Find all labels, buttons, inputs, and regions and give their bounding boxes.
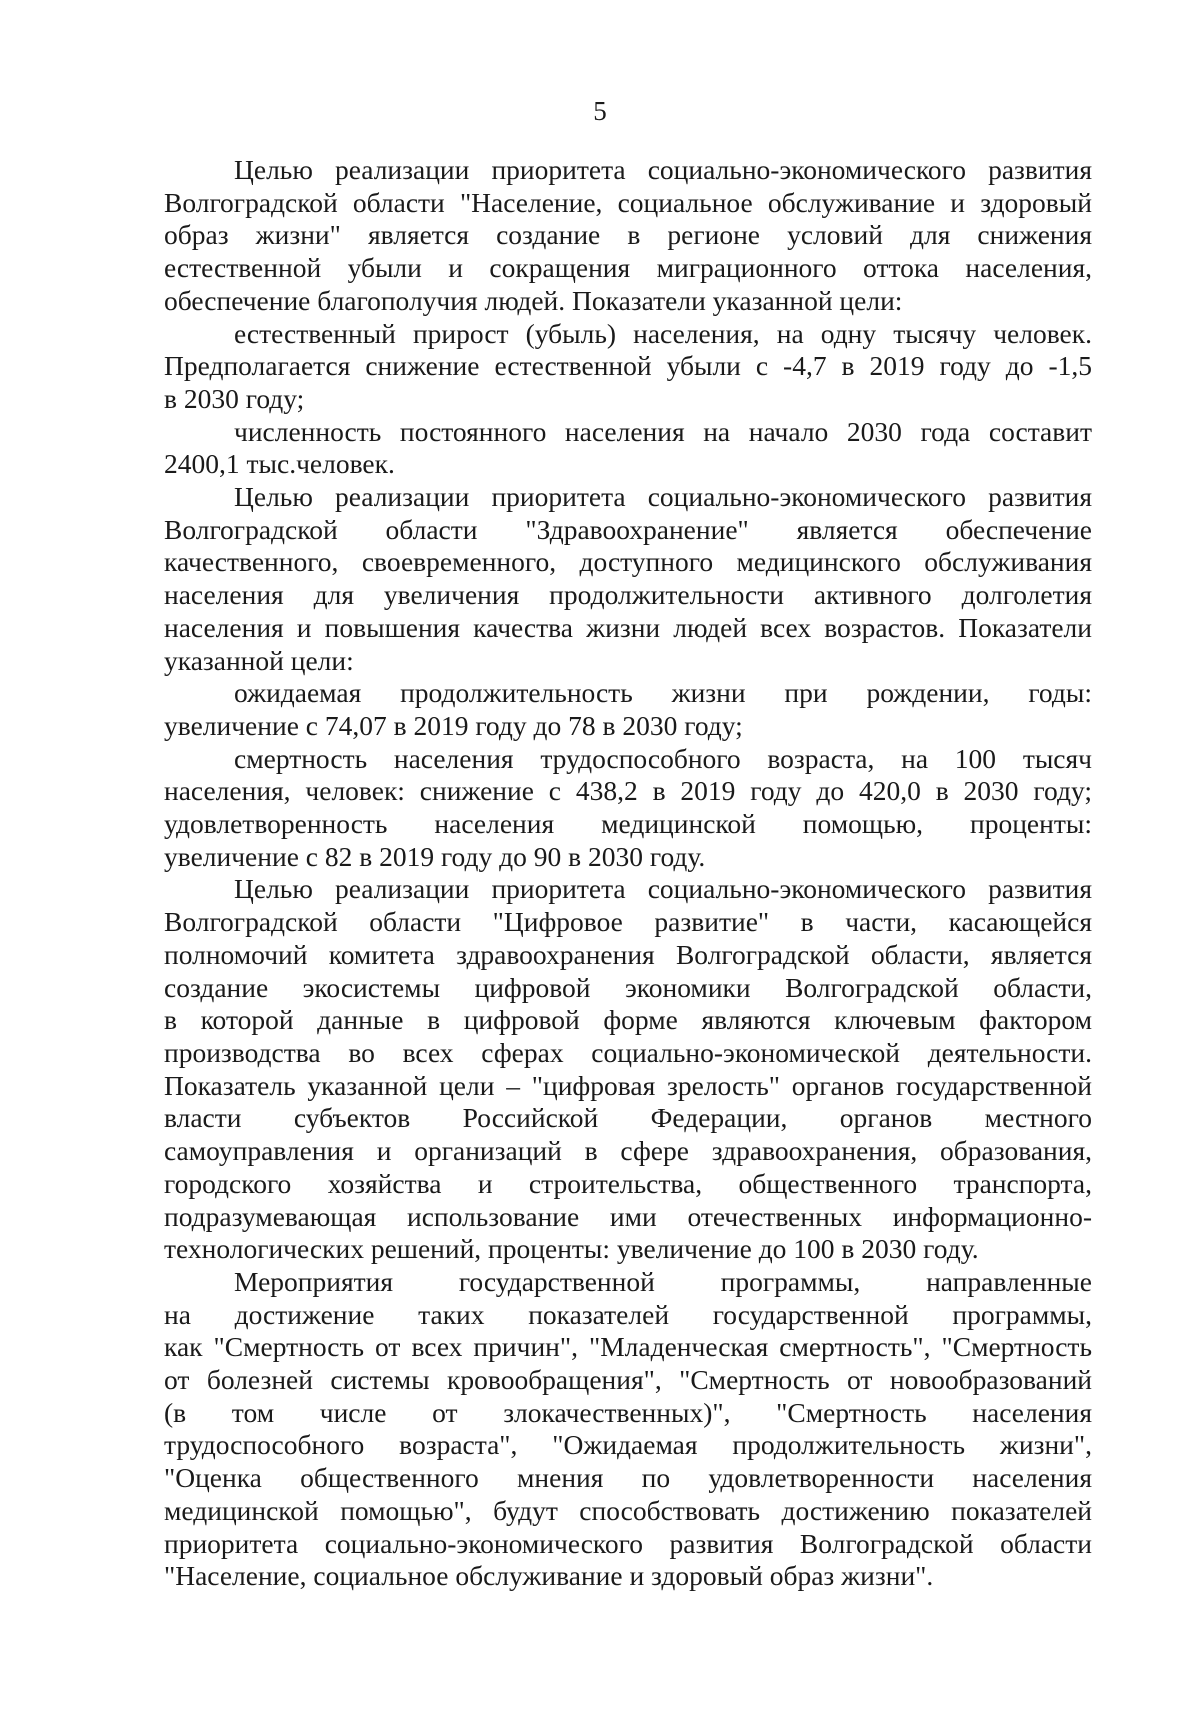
text-line: увеличение с 82 в 2019 году до 90 в 2030 году. <box>164 840 706 872</box>
text-line: на достижение таких показателей государственной программы, <box>164 1298 1092 1330</box>
text-line: 2400,1 тыс.человек. <box>164 448 395 480</box>
text-line: Целью реализации приоритета социально-экономического развития <box>234 481 1092 513</box>
paragraph <box>164 677 1092 742</box>
text-line: городского хозяйства и строительства, общественного транспорта, <box>164 1167 1092 1199</box>
text-line: подразумевающая использование ими отечественных информационно- <box>164 1200 1092 1232</box>
text-line: самоуправления и организаций в сфере здравоохранения, образования, <box>164 1135 1092 1167</box>
text-line: (в том числе от злокачественных)", "Смертность населения <box>164 1396 1092 1428</box>
text-line: Целью реализации приоритета социально-экономического развития <box>234 154 1092 185</box>
paragraph <box>164 743 1092 874</box>
text-line: технологических решений, проценты: увеличение до 100 в 2030 году. <box>164 1233 979 1265</box>
text-line: Волгоградской области "Здравоохранение" является обеспечение <box>164 513 1092 545</box>
text-line: Показатель указанной цели – "цифровая зрелость" органов государственной <box>164 1069 1092 1101</box>
paragraph <box>164 416 1092 481</box>
text-line: населения для увеличения продолжительности активного долголетия <box>164 579 1092 611</box>
text-line: как "Смертность от всех причин", "Младенческая смертность", "Смертность <box>164 1331 1092 1363</box>
paragraph <box>164 318 1092 416</box>
text-line: Целью реализации приоритета социально-экономического развития <box>234 873 1092 905</box>
text-line: образ жизни" является создание в регионе условий для снижения <box>164 219 1092 251</box>
text-line: от болезней системы кровообращения", "Смертность от новообразований <box>164 1364 1092 1396</box>
page-number: 5 <box>593 96 607 126</box>
text-line: увеличение с 74,07 в 2019 году до 78 в 2030 году; <box>164 709 743 741</box>
text-line: Волгоградской области "Цифровое развитие" в части, касающейся <box>164 906 1092 938</box>
text-line: Предполагается снижение естественной убыли с -4,7 в 2019 году до -1,5 <box>164 350 1092 382</box>
text-line: полномочий комитета здравоохранения Волгоградской области, является <box>164 938 1092 970</box>
text-line: "Оценка общественного мнения по удовлетворенности населения <box>164 1462 1092 1494</box>
text-line: медицинской помощью", будут способствовать достижению показателей <box>164 1494 1092 1526</box>
text-line: в которой данные в цифровой форме являются ключевым фактором <box>164 1004 1092 1036</box>
text-line: удовлетворенность населения медицинской помощью, проценты: <box>164 808 1092 840</box>
document-body <box>164 154 1092 1593</box>
text-line: указанной цели: <box>164 644 354 676</box>
paragraph <box>164 154 1092 318</box>
text-line: Мероприятия государственной программы, направленные <box>234 1265 1092 1297</box>
text-line: численность постоянного населения на начало 2030 года составит <box>234 415 1092 447</box>
paragraph <box>164 1266 1092 1593</box>
text-line: естественный прирост (убыль) населения, на одну тысячу человек. <box>234 317 1092 349</box>
text-line: Волгоградской области "Население, социальное обслуживание и здоровый <box>164 186 1092 218</box>
text-line: производства во всех сферах социально-экономической деятельности. <box>164 1036 1092 1068</box>
text-line: населения и повышения качества жизни людей всех возрастов. Показатели <box>164 611 1092 643</box>
text-line: трудоспособного возраста", "Ожидаемая продолжительность жизни", <box>164 1429 1092 1461</box>
text-line: населения, человек: снижение с 438,2 в 2019 году до 420,0 в 2030 году; <box>164 775 1092 807</box>
text-line: приоритета социально-экономического развития Волгоградской области <box>164 1527 1092 1559</box>
text-line: в 2030 году; <box>164 382 305 414</box>
paragraph <box>164 481 1092 677</box>
text-line: смертность населения трудоспособного возраста, на 100 тысяч <box>234 742 1092 774</box>
text-line: обеспечение благополучия людей. Показатели указанной цели: <box>164 284 903 316</box>
text-line: создание экосистемы цифровой экономики Волгоградской области, <box>164 971 1092 1003</box>
text-line: власти субъектов Российской Федерации, органов местного <box>164 1102 1092 1134</box>
text-line: ожидаемая продолжительность жизни при рождении, годы: <box>234 677 1092 709</box>
text-line: качественного, своевременного, доступного медицинского обслуживания <box>164 546 1092 578</box>
text-line: естественной убыли и сокращения миграционного оттока населения, <box>164 252 1092 284</box>
text-line: "Население, социальное обслуживание и здоровый образ жизни". <box>164 1560 934 1592</box>
paragraph <box>164 873 1092 1265</box>
